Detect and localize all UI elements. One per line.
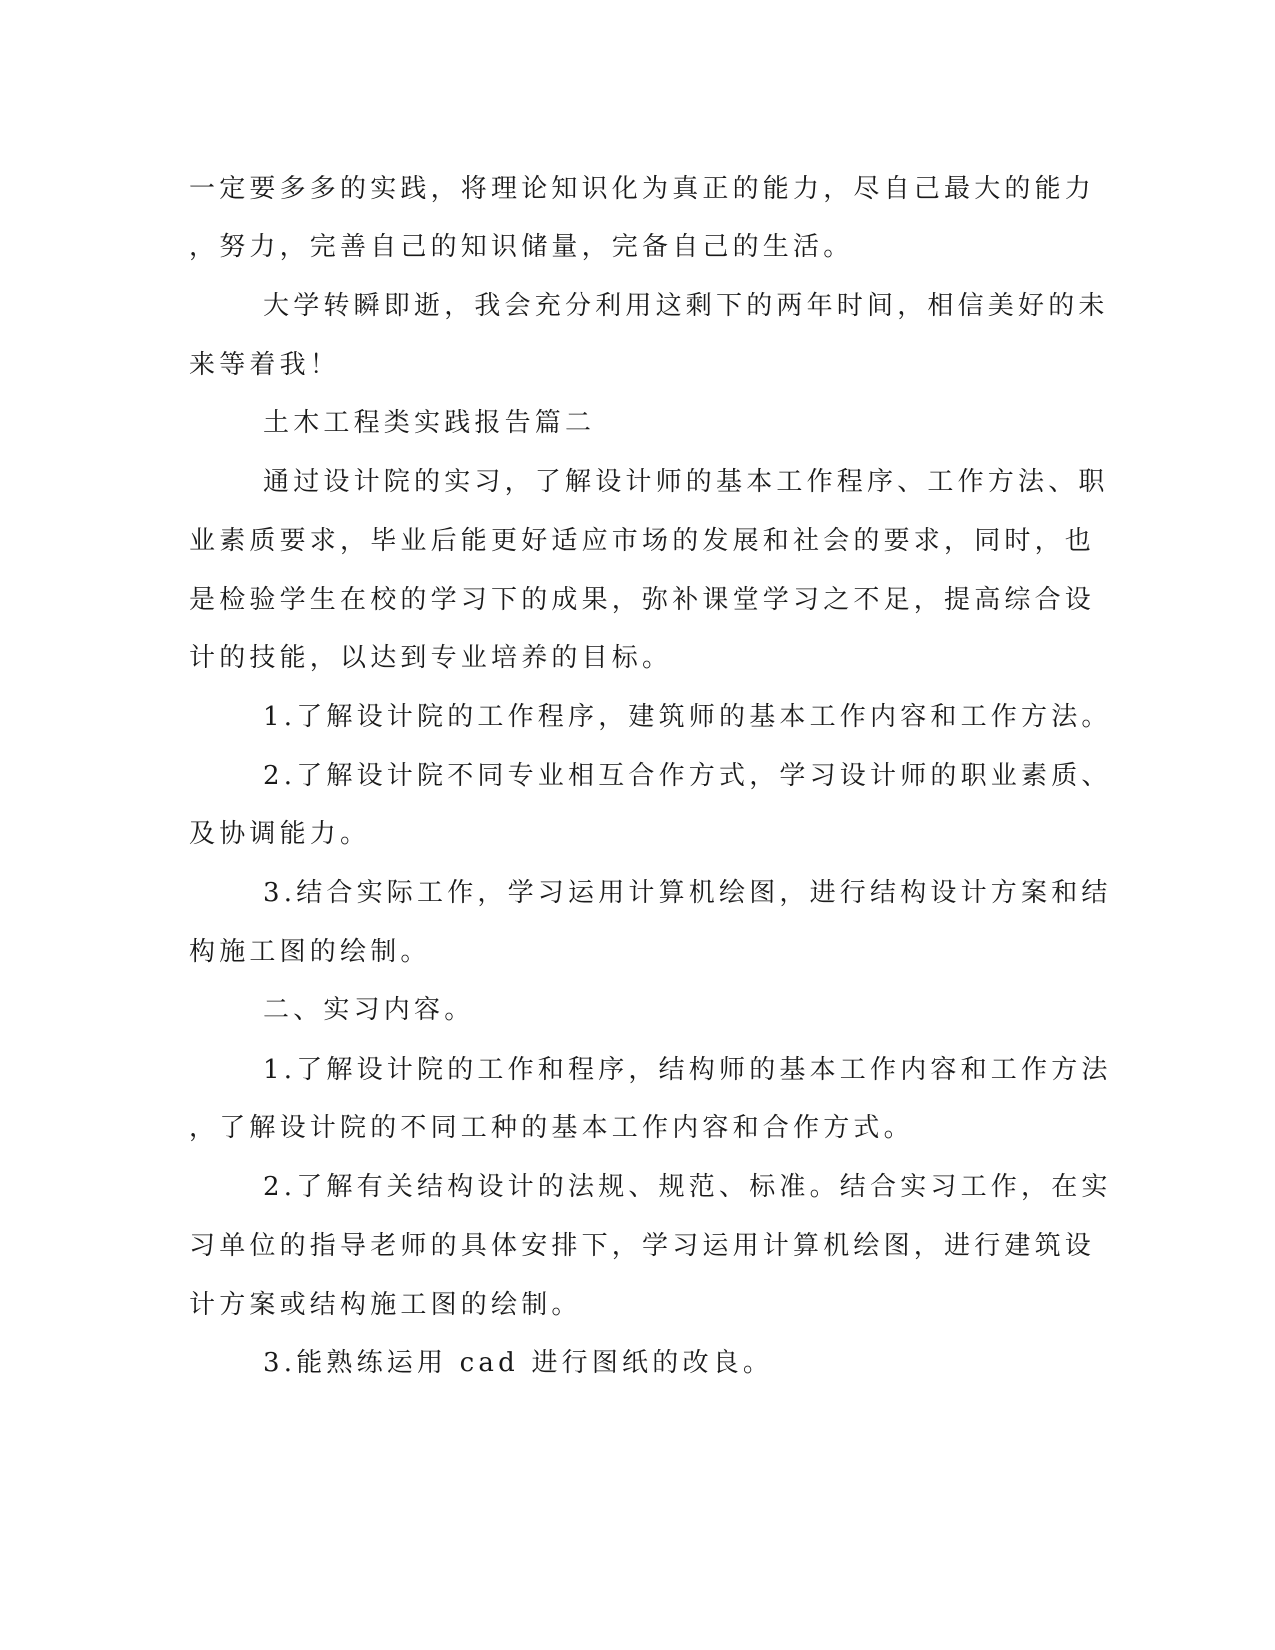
- list-item: 1.了解设计院的工作和程序，结构师的基本工作内容和工作方法: [263, 1055, 1112, 1085]
- text-line: 一定要多多的实践，将理论知识化为真正的能力，尽自己最大的能力: [189, 174, 1096, 204]
- text-line: ，了解设计院的不同工种的基本工作内容和合作方式。: [189, 1113, 914, 1143]
- text-line: 业素质要求，毕业后能更好适应市场的发展和社会的要求，同时，也: [189, 526, 1096, 556]
- text-line: ，努力，完善自己的知识储量，完备自己的生活。: [189, 232, 854, 262]
- section-heading: 土木工程类实践报告篇二: [263, 408, 596, 438]
- list-item: 2.了解有关结构设计的法规、规范、标准。结合实习工作，在实: [263, 1172, 1112, 1202]
- list-item: 1.了解设计院的工作程序，建筑师的基本工作内容和工作方法。: [263, 702, 1112, 732]
- text-line: 计方案或结构施工图的绘制。: [189, 1290, 582, 1320]
- section-heading: 二、实习内容。: [263, 995, 475, 1025]
- text-line: 计的技能，以达到专业培养的目标。: [189, 643, 673, 673]
- list-item: 3.能熟练运用 cad 进行图纸的改良。: [263, 1348, 774, 1378]
- text-line: 来等着我！: [189, 350, 341, 380]
- paragraph-start: 通过设计院的实习，了解设计师的基本工作程序、工作方法、职: [263, 467, 1109, 497]
- list-item: 2.了解设计院不同专业相互合作方式，学习设计师的职业素质、: [263, 761, 1112, 791]
- text-line: 习单位的指导老师的具体安排下，学习运用计算机绘图，进行建筑设: [189, 1231, 1096, 1261]
- text-line: 构施工图的绘制。: [189, 937, 431, 967]
- list-item: 3.结合实际工作，学习运用计算机绘图，进行结构设计方案和结: [263, 878, 1112, 908]
- text-line: 及协调能力。: [189, 819, 371, 849]
- text-line: 是检验学生在校的学习下的成果，弥补课堂学习之不足，提高综合设: [189, 585, 1096, 615]
- paragraph-start: 大学转瞬即逝，我会充分利用这剩下的两年时间，相信美好的未: [263, 291, 1109, 321]
